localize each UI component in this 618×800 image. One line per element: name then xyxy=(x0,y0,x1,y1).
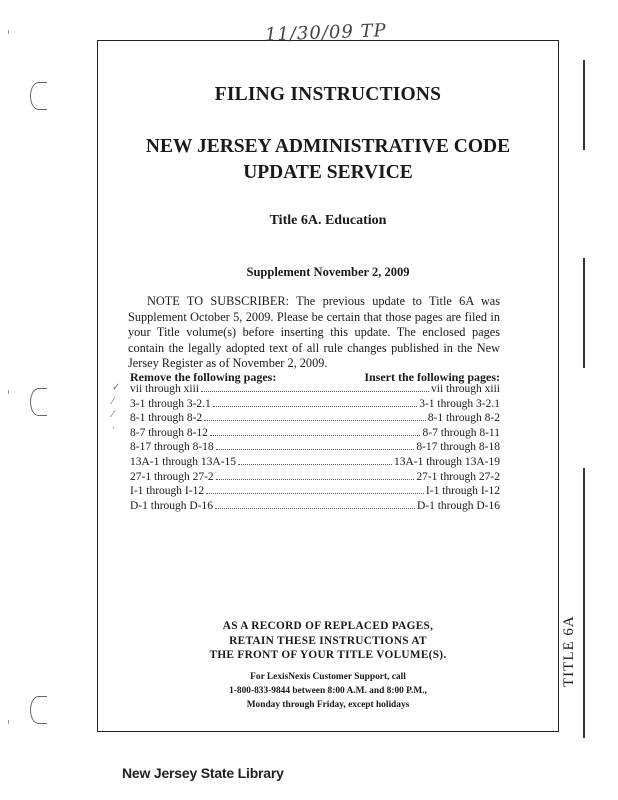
page-title: FILING INSTRUCTIONS xyxy=(214,84,442,105)
punch-hole-mark xyxy=(30,696,47,724)
remove-range: 13A-1 through 13A-15 xyxy=(130,455,237,468)
check-icon: ✓ xyxy=(112,382,121,393)
library-stamp: New Jersey State Library xyxy=(122,765,284,781)
remove-range: I-1 through I-12 xyxy=(130,485,205,498)
support-line: 1-800-833-9844 between 8:00 A.M. and 8:00 P.M., xyxy=(229,686,427,696)
remove-range: 8-1 through 8-2 xyxy=(130,412,203,425)
scan-tick xyxy=(8,720,9,724)
remove-range: 27-1 through 27-2 xyxy=(130,470,214,483)
insert-range: 3-1 through 3-2.1 xyxy=(419,397,500,410)
list-item xyxy=(130,440,500,455)
record-notice xyxy=(97,619,559,663)
support-line: For LexisNexis Customer Support, call xyxy=(250,672,406,682)
subtitle-line: NEW JERSEY ADMINISTRATIVE CODE xyxy=(145,136,511,157)
insert-header: Insert the following pages: xyxy=(364,370,500,384)
support-line: Monday through Friday, except holidays xyxy=(246,700,410,710)
page-subtitle xyxy=(97,134,559,186)
scan-tick xyxy=(8,390,9,394)
remove-header: Remove the following pages: xyxy=(130,370,277,384)
subtitle-line: UPDATE SERVICE xyxy=(243,162,413,183)
title-tab-label: TITLE 6A xyxy=(561,615,577,687)
leader-dots xyxy=(216,440,415,450)
check-icon: ⁄ xyxy=(112,395,114,407)
leader-dots xyxy=(216,470,415,480)
punch-hole-mark xyxy=(30,388,47,416)
leader-dots xyxy=(238,455,392,465)
insert-range: vii through xiii xyxy=(431,383,500,395)
insert-range: 27-1 through 27-2 xyxy=(416,470,500,483)
handwritten-note: 11/30/09 TP xyxy=(264,20,388,46)
leader-dots xyxy=(210,426,421,436)
support-notice xyxy=(97,670,559,712)
list-item xyxy=(130,382,500,397)
insert-range: 8-7 through 8-11 xyxy=(422,426,500,439)
list-item xyxy=(130,470,500,485)
leader-dots xyxy=(204,411,426,421)
list-item xyxy=(130,499,500,514)
subscriber-note: NOTE TO SUBSCRIBER: The previous update to Title 6A was Supplement October 5, 2009. Please be certain that those pages are filed in your Title volume(s) before inserting this update. The enclosed pages contain the legally adopted text of all rule changes published in the New Jersey Register as of November 2, 2009. xyxy=(128,294,500,370)
title-volume: Title 6A. Education xyxy=(269,213,387,228)
binder-rule xyxy=(583,258,585,368)
binder-rule xyxy=(583,468,585,738)
insert-range: 13A-1 through 13A-19 xyxy=(393,455,500,468)
punch-hole-mark xyxy=(30,82,47,110)
check-icon: ⁄ xyxy=(112,409,114,421)
leader-dots xyxy=(213,397,417,407)
list-item xyxy=(130,411,500,426)
record-line: THE FRONT OF YOUR TITLE VOLUME(S). xyxy=(209,649,447,661)
remove-range: vii through xiii xyxy=(130,383,199,395)
instructions-list xyxy=(130,382,500,513)
leader-dots xyxy=(215,499,415,509)
handwritten-checkmarks xyxy=(112,381,132,435)
supplement-date: Supplement November 2, 2009 xyxy=(246,265,410,279)
check-icon: · xyxy=(112,422,116,434)
list-item xyxy=(130,397,500,412)
remove-range: 3-1 through 3-2.1 xyxy=(130,397,211,410)
insert-range: 8-1 through 8-2 xyxy=(427,412,500,425)
record-line: RETAIN THESE INSTRUCTIONS AT xyxy=(229,634,427,647)
scan-tick xyxy=(8,30,9,34)
remove-range: D-1 through D-16 xyxy=(130,499,214,512)
binder-rule xyxy=(583,60,585,150)
record-line: AS A RECORD OF REPLACED PAGES, xyxy=(222,620,434,632)
list-item xyxy=(130,455,500,470)
list-item xyxy=(130,426,500,441)
insert-range: D-1 through D-16 xyxy=(416,499,500,512)
list-item xyxy=(130,484,500,499)
remove-range: 8-17 through 8-18 xyxy=(130,441,214,454)
remove-range: 8-7 through 8-12 xyxy=(130,426,208,439)
leader-dots xyxy=(206,484,424,494)
insert-range: I-1 through I-12 xyxy=(425,485,500,498)
insert-range: 8-17 through 8-18 xyxy=(416,441,500,454)
leader-dots xyxy=(201,382,429,392)
